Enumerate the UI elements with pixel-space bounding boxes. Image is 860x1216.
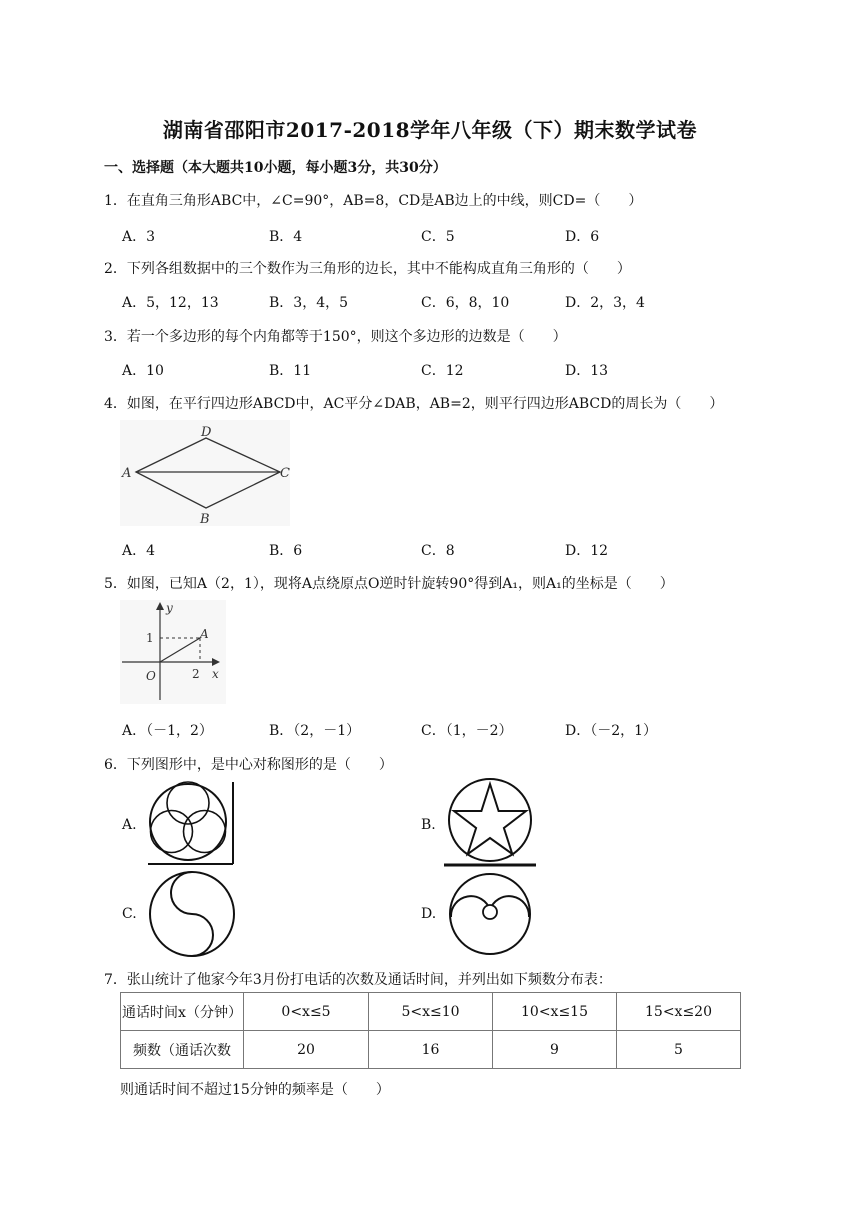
question-number: 5． xyxy=(104,576,127,592)
label-y: y xyxy=(166,601,173,615)
q5-option-c: C．（1，－2） xyxy=(421,723,513,739)
question-text: 张山统计了他家今年3月份打电话的次数及通话时间，并列出如下频数分布表： xyxy=(126,972,612,988)
question-7 xyxy=(104,969,612,989)
table-cell: 15<x≤20 xyxy=(617,993,741,1031)
q4-option-d: D．12 xyxy=(565,543,609,559)
q4-option-c: C．8 xyxy=(421,543,455,559)
question-1 xyxy=(104,190,642,210)
table-cell: 16 xyxy=(369,1031,493,1069)
table-cell: 频数（通话次数 xyxy=(121,1031,244,1069)
label-a: A xyxy=(122,466,132,481)
coordinate-figure xyxy=(120,600,226,704)
star-in-circle-figure xyxy=(444,779,538,869)
q5-option-b: B．（2，－1） xyxy=(269,723,361,739)
q5-option-a: A．（－1，2） xyxy=(122,723,213,739)
q2-option-a: A．5，12，13 xyxy=(122,295,219,311)
page-title: 湖南省邵阳市2017-2018学年八年级（下）期末数学试卷 xyxy=(162,118,698,142)
label-o: O xyxy=(146,669,156,683)
question-number: 4． xyxy=(104,396,127,412)
question-number: 7． xyxy=(104,972,127,988)
q6-option-c-label: C. xyxy=(122,906,137,922)
q6-option-a-label: A. xyxy=(122,817,137,833)
table-cell: 0<x≤5 xyxy=(244,993,369,1031)
table-row xyxy=(121,993,741,1031)
label-a: A xyxy=(200,627,209,641)
question-6 xyxy=(104,754,393,774)
label-c: C xyxy=(280,466,290,481)
table-row xyxy=(121,1031,741,1069)
q3-option-c: C．12 xyxy=(421,363,464,379)
question-4 xyxy=(104,393,723,413)
question-number: 2． xyxy=(104,261,127,277)
question-7-followup: 则通话时间不超过15分钟的频率是（ ） xyxy=(120,1082,390,1098)
table-cell: 20 xyxy=(244,1031,369,1069)
table-cell: 5 xyxy=(617,1031,741,1069)
table-cell: 10<x≤15 xyxy=(493,993,617,1031)
q3-option-a: A．10 xyxy=(122,363,164,379)
label-2: 2 xyxy=(192,667,200,681)
yin-yang-figure xyxy=(146,870,238,958)
label-x: x xyxy=(212,667,219,681)
q1-option-d: D．6 xyxy=(565,229,600,245)
q5-option-d: D．（－2，1） xyxy=(565,723,658,739)
question-text: 下列各组数据中的三个数作为三角形的边长，其中不能构成直角三角形的（ ） xyxy=(126,261,631,277)
question-text: 若一个多边形的每个内角都等于150°，则这个多边形的边数是（ ） xyxy=(126,329,567,345)
q3-option-d: D．13 xyxy=(565,363,609,379)
frequency-table xyxy=(120,992,741,1069)
q3-option-b: B．11 xyxy=(269,363,312,379)
q2-option-c: C．6，8，10 xyxy=(421,295,510,311)
q4-option-a: A．4 xyxy=(122,543,156,559)
q6-option-b-label: B. xyxy=(421,817,436,833)
question-text: 如图，在平行四边形ABCD中，AC平分∠DAB，AB=2，则平行四边形ABCD的周长为（ ） xyxy=(126,396,724,412)
q2-option-d: D．2，3，4 xyxy=(565,295,645,311)
q2-option-b: B．3，4，5 xyxy=(269,295,349,311)
table-cell: 9 xyxy=(493,1031,617,1069)
question-text: 如图，已知A（2，1），现将A点绕原点O逆时针旋转90°得到A₁，则A₁的坐标是（ ） xyxy=(126,576,674,592)
q1-option-b: B．4 xyxy=(269,229,303,245)
rhombus-figure xyxy=(120,420,290,526)
question-number: 1． xyxy=(104,193,127,209)
table-cell: 通话时间x（分钟） xyxy=(121,993,244,1031)
label-1: 1 xyxy=(146,631,154,645)
table-cell: 5<x≤10 xyxy=(369,993,493,1031)
question-3 xyxy=(104,326,567,346)
three-circles-figure xyxy=(146,782,236,866)
q6-option-d-label: D. xyxy=(421,906,437,922)
q1-option-c: C．5 xyxy=(421,229,455,245)
circle-arcs-figure xyxy=(446,872,536,960)
label-b: B xyxy=(200,512,210,527)
q4-option-b: B．6 xyxy=(269,543,303,559)
question-text: 下列图形中，是中心对称图形的是（ ） xyxy=(126,757,393,773)
q1-option-a: A．3 xyxy=(122,229,156,245)
label-d: D xyxy=(201,425,212,440)
question-number: 3． xyxy=(104,329,127,345)
section-heading: 一、选择题（本大题共10小题，每小题3分，共30分） xyxy=(104,160,447,176)
question-2 xyxy=(104,258,631,278)
question-number: 6． xyxy=(104,757,127,773)
question-5 xyxy=(104,573,674,593)
question-text: 在直角三角形ABC中，∠C=90°，AB=8，CD是AB边上的中线，则CD=（ ） xyxy=(126,193,643,209)
